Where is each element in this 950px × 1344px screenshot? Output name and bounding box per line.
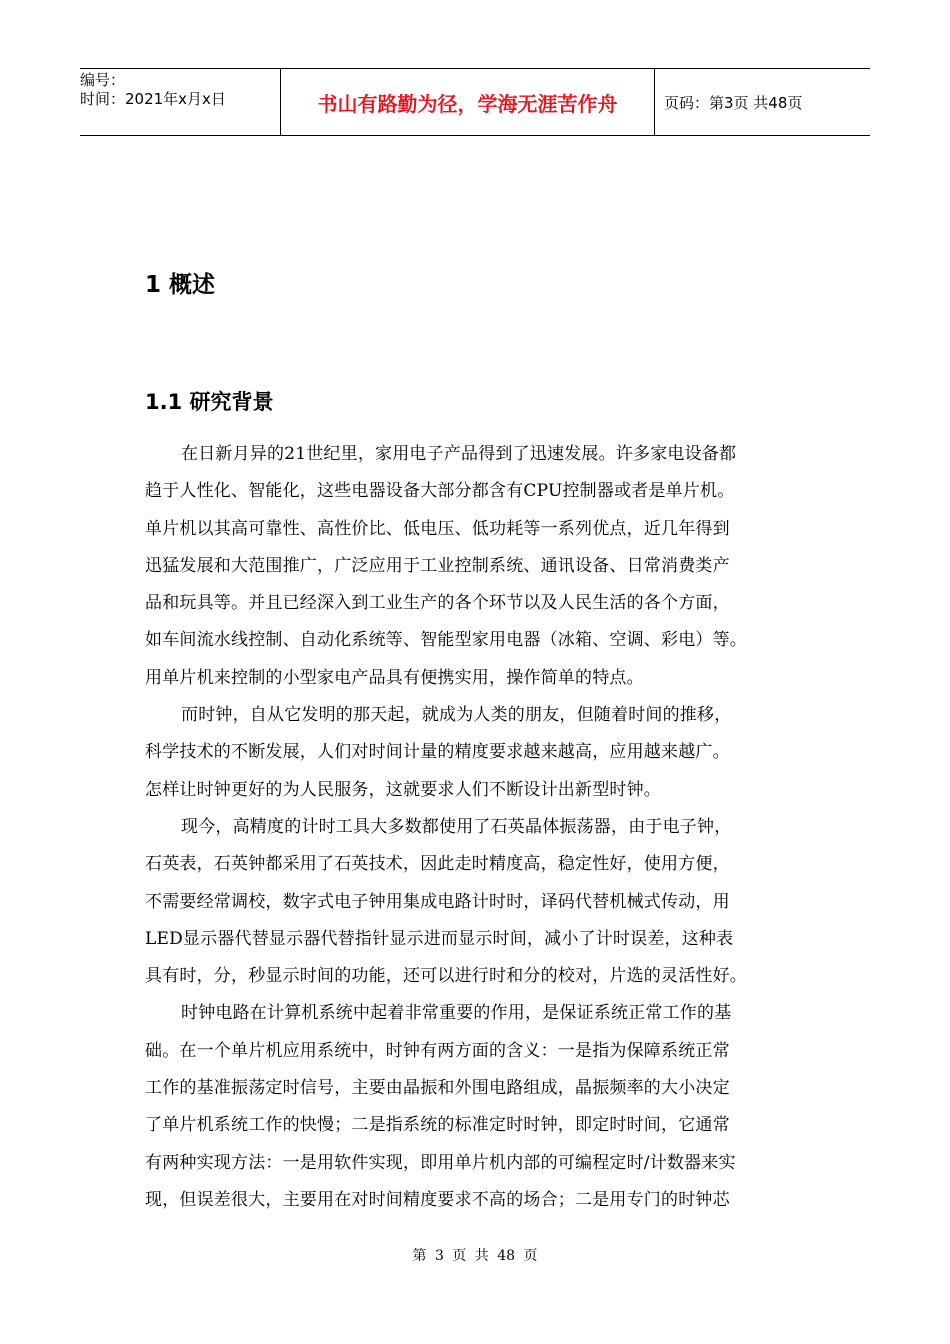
text-line: 石英表，石英钟都采用了石英技术，因此走时精度高，稳定性好，使用方便， [145, 854, 730, 875]
header-motto: 书山有路勤为径，学海无涯苦作舟 [281, 69, 655, 135]
text-line: 怎样让时钟更好的为人民服务，这就要求人们不断设计出新型时钟。 [145, 779, 661, 800]
text-line: 有两种实现方法：一是用软件实现，即用单片机内部的可编程定时/计数器来实 [145, 1152, 736, 1173]
text-line: 不需要经常调校，数字式电子钟用集成电路计时时，译码代替机械式传动，用 [145, 891, 730, 912]
page-header [80, 68, 870, 136]
number-label: 编号： [80, 71, 126, 89]
text-line: 工作的基准振荡定时信号，主要由晶振和外围电路组成，晶振频率的大小决定 [145, 1078, 730, 1099]
subsection-heading: 1.1 研究背景 [145, 390, 274, 414]
header-meta [80, 69, 281, 135]
section-heading: 1 概述 [145, 272, 216, 298]
text-line: 迅猛发展和大范围推广，广泛应用于工业控制系统、通讯设备、日常消费类产 [145, 555, 730, 576]
text-line: 在日新月异的21世纪里，家用电子产品得到了迅速发展。许多家电设备都 [181, 444, 737, 464]
text-line: 如车间流水线控制、自动化系统等、智能型家用电器（冰箱、空调、彩电）等。 [145, 630, 747, 651]
text-line: 趋于人性化、智能化，这些电器设备大部分都含有CPU控制器或者是单片机。 [145, 481, 735, 502]
text-line: 品和玩具等。并且已经深入到工业生产的各个环节以及人民生活的各个方面， [145, 593, 730, 614]
text-line: 而时钟，自从它发明的那天起，就成为人类的朋友，但随着时间的推移， [181, 705, 732, 726]
text-line: 了单片机系统工作的快慢；二是指系统的标准定时时钟，即定时时间，它通常 [145, 1115, 730, 1136]
text-line: 础。在一个单片机应用系统中，时钟有两方面的含义：一是指为保障系统正常 [145, 1040, 730, 1061]
text-line: 现，但误差很大，主要用在对时间精度要求不高的场合；二是用专门的时钟芯 [145, 1189, 730, 1210]
text-line: 具有时，分，秒显示时间的功能，还可以进行时和分的校对，片选的灵活性好。 [145, 966, 747, 987]
body-text [145, 436, 805, 1219]
text-line: 科学技术的不断发展，人们对时间计量的精度要求越来越高，应用越来越广。 [145, 742, 730, 763]
text-line: 时钟电路在计算机系统中起着非常重要的作用，是保证系统正常工作的基 [181, 1003, 732, 1024]
text-line: 用单片机来控制的小型家电产品具有便携实用，操作简单的特点。 [145, 667, 644, 688]
time-label: 时间：2021年x月x日 [80, 90, 226, 108]
text-line: LED显示器代替显示器代替指针显示进而显示时间，减小了计时误差，这种表 [145, 928, 734, 949]
text-line: 现今，高精度的计时工具大多数都使用了石英晶体振荡器，由于电子钟， [181, 816, 732, 837]
page-footer: 第 3 页 共 48 页 [412, 1248, 538, 1264]
text-line: 单片机以其高可靠性、高性价比、低电压、低功耗等一系列优点，近几年得到 [145, 518, 730, 539]
header-page-info: 页码：第3页 共48页 [664, 93, 803, 112]
